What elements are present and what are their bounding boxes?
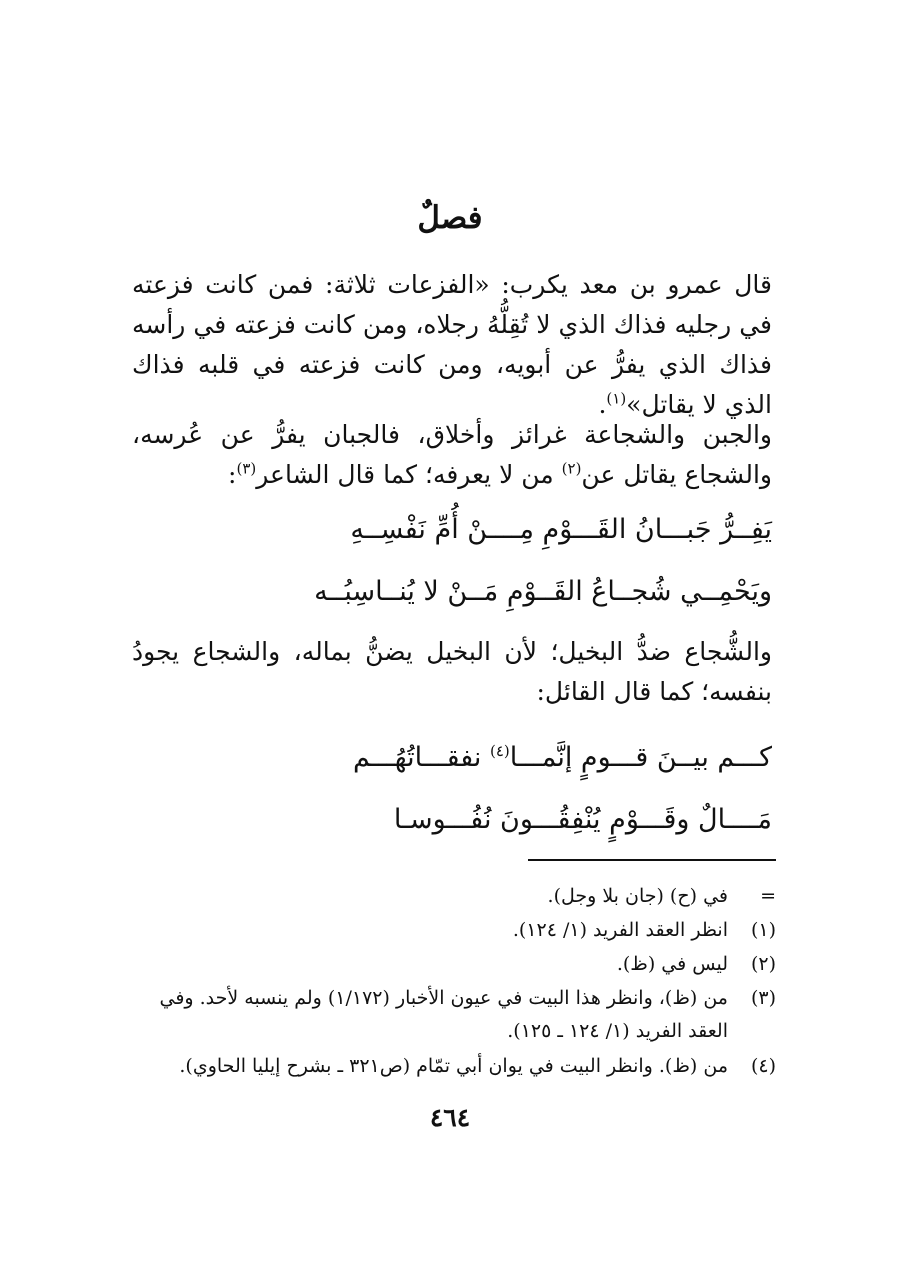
footnote-2 — [140, 948, 776, 981]
footnote-number: (٤) — [750, 1055, 776, 1077]
paragraph-3: والشُّجاع ضدُّ البخيل؛ لأن البخيل يضنُّ بماله، والشجاع يجودُ بنفسه؛ كما قال القائل: — [132, 637, 772, 706]
verse-line-3-text-b: نفقـــاتُهُـــم — [352, 742, 490, 773]
footnote-text: انظر العقد الفريد (١/ ١٢٤). — [512, 919, 728, 941]
paragraph-2-end: : — [228, 460, 237, 489]
paragraph-1-text: قال عمرو بن معد يكرب: «الفزعات ثلاثة: فمن كانت فزعته في رجليه فذاك الذي لا تُقِلُّهُ رجلاه، ومن كانت فزعته في رأسه فذاك الذي يفرُّ عن أبويه، ومن كانت فزعته في قلبه فذاك الذي لا يقاتل» — [132, 270, 772, 419]
verse-line-4: مَــــالٌ وقَـــوْمٍ يُنْفِقُـــونَ نُفُـــوسـا — [393, 804, 772, 835]
footnote-text: من (ظ)، وانظر هذا البيت في عيون الأخبار (١/١٧٢) ولم ينسبه لأحد. وفي العقد الفريد (١/ ١٢٤ ـ ١٢٥). — [159, 987, 728, 1042]
footnote-text: ليس في (ظ). — [616, 953, 728, 975]
footnote-4 — [140, 1050, 776, 1083]
paragraph-2-text-b: من لا يعرفه؛ كما قال الشاعر — [256, 460, 562, 489]
footnote-3 — [140, 982, 776, 1048]
paragraph-1 — [132, 265, 772, 425]
paragraph-2-text-a: والجبن والشجاعة غرائز وأخلاق، فالجبان يفرُّ عن عُرسه، والشجاع يقاتل عن — [132, 420, 772, 489]
footnote-text: في (ح) (جان بلا وجل). — [547, 885, 728, 907]
footnote-continuation — [140, 880, 776, 913]
verse-line-3-text-a: كـــم بيــنَ قـــومٍ إنَّمـــا — [509, 742, 772, 773]
footnote-marker: = — [760, 885, 776, 907]
verse-line-1: يَفِــرُّ جَبـــانُ القَـــوْمِ مِــــنْ أُمِّ نَفْسِــهِ — [350, 514, 772, 545]
paragraph-2 — [132, 415, 772, 495]
footnote-text: من (ظ). وانظر البيت في يوان أبي تمّام (ص٣٢١ ـ بشرح إيليا الحاوي). — [179, 1055, 728, 1077]
footnote-separator — [528, 859, 776, 861]
footnote-number: (٢) — [750, 953, 776, 975]
footnote-number: (١) — [750, 919, 776, 941]
footnote-1 — [140, 914, 776, 947]
footnote-ref-2: (٢) — [561, 459, 582, 478]
footnote-ref-3: (٣) — [236, 459, 257, 478]
page-number: ٤٦٤ — [429, 1103, 471, 1132]
footnote-number: (٣) — [750, 987, 776, 1009]
verse-line-3 — [353, 738, 772, 778]
footnote-ref-4: (٤) — [489, 742, 510, 760]
verse-line-2: ويَحْمِــي شُجــاعُ القَــوْمِ مَــنْ لا يُنــاسِبُــه — [314, 576, 772, 607]
footnote-ref-1: (١) — [606, 389, 627, 408]
section-title: فصلٌ — [417, 200, 483, 236]
paragraph-1-end: . — [598, 390, 607, 419]
